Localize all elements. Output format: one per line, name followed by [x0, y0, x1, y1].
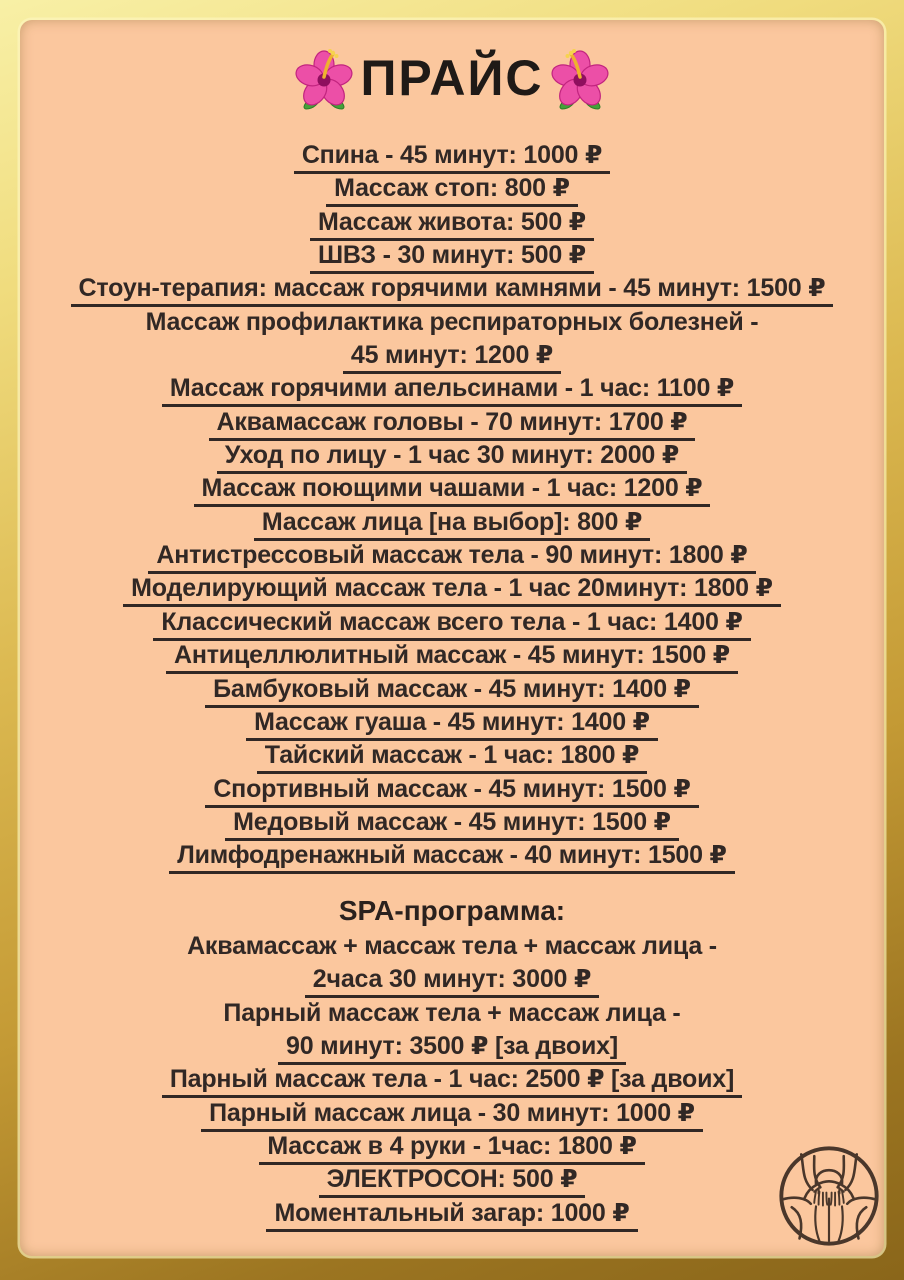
price-line — [20, 775, 884, 808]
price-line — [20, 174, 884, 207]
price-line — [20, 274, 884, 307]
massage-back-logo-icon — [777, 1144, 881, 1248]
price-line — [20, 308, 884, 341]
price-line-text: Массаж живота: 500 ₽ — [310, 208, 594, 241]
price-line — [20, 441, 884, 474]
price-line-text: Бамбуковый массаж - 45 минут: 1400 ₽ — [205, 675, 699, 708]
price-line-text: ШВЗ - 30 минут: 500 ₽ — [310, 241, 594, 274]
price-line — [20, 241, 884, 274]
price-line-text: Классический массаж всего тела - 1 час: 1400 ₽ — [153, 608, 750, 641]
price-line-text: Спина - 45 минут: 1000 ₽ — [294, 141, 610, 174]
price-line-text: 2часа 30 минут: 3000 ₽ — [305, 965, 599, 998]
spa-section-title: SPA-программа: — [338, 895, 566, 926]
price-line — [20, 1132, 884, 1165]
price-line — [20, 1099, 884, 1132]
price-line — [20, 641, 884, 674]
price-line-text: ЭЛЕКТРОСОН: 500 ₽ — [319, 1165, 586, 1198]
price-line-text: Моментальный загар: 1000 ₽ — [266, 1199, 637, 1232]
hibiscus-flower-icon — [292, 46, 356, 110]
price-line-text: Массаж в 4 руки - 1час: 1800 ₽ — [259, 1132, 644, 1165]
price-line-text: Моделирующий массаж тела - 1 час 20минут: 1800 ₽ — [123, 574, 781, 607]
price-line-text: 45 минут: 1200 ₽ — [343, 341, 561, 374]
price-line — [20, 508, 884, 541]
price-line-text: Стоун-терапия: массаж горячими камнями - 45 минут: 1500 ₽ — [71, 274, 834, 307]
price-line — [20, 474, 884, 507]
price-line — [20, 841, 884, 874]
price-line-text: Антицеллюлитный массаж - 45 минут: 1500 ₽ — [166, 641, 738, 674]
price-line — [20, 374, 884, 407]
price-line-text: Массаж поющими чашами - 1 час: 1200 ₽ — [194, 474, 711, 507]
price-line — [20, 1165, 884, 1198]
price-line-text: Массаж лица [на выбор]: 800 ₽ — [254, 508, 650, 541]
price-line-text: Лимфодренажный массаж - 40 минут: 1500 ₽ — [169, 841, 735, 874]
price-line-text: Массаж профилактика респираторных болезней - — [145, 307, 759, 336]
price-line-text: Медовый массаж - 45 минут: 1500 ₽ — [225, 808, 679, 841]
price-line-text: Тайский массаж - 1 час: 1800 ₽ — [257, 741, 647, 774]
price-line — [20, 675, 884, 708]
price-line — [20, 141, 884, 174]
price-line-text: Парный массаж тела + массаж лица - — [223, 998, 681, 1027]
price-poster — [20, 20, 884, 1256]
price-line — [20, 999, 884, 1032]
price-line — [20, 341, 884, 374]
price-line — [20, 208, 884, 241]
price-line — [20, 965, 884, 998]
price-line — [20, 808, 884, 841]
price-line-text: Массаж горячими апельсинами - 1 час: 1100 ₽ — [162, 374, 742, 407]
price-line — [20, 408, 884, 441]
price-line-text: 90 минут: 3500 ₽ [за двоих] — [278, 1032, 626, 1065]
price-line — [20, 1199, 884, 1232]
price-line — [20, 741, 884, 774]
price-line-text: Спортивный массаж - 45 минут: 1500 ₽ — [205, 775, 698, 808]
poster-title-row — [20, 42, 884, 114]
price-line-text: Массаж стоп: 800 ₽ — [326, 174, 578, 207]
spa-price-list — [20, 932, 884, 1232]
price-line — [20, 1065, 884, 1098]
price-line-text: Парный массаж лица - 30 минут: 1000 ₽ — [201, 1099, 703, 1132]
price-line — [20, 932, 884, 965]
price-line-text: Уход по лицу - 1 час 30 минут: 2000 ₽ — [217, 441, 687, 474]
hibiscus-flower-icon — [548, 46, 612, 110]
price-list — [20, 141, 884, 875]
price-line-text: Аквамассаж головы - 70 минут: 1700 ₽ — [209, 408, 696, 441]
price-line — [20, 541, 884, 574]
price-line-text: Антистрессовый массаж тела - 90 минут: 1800 ₽ — [148, 541, 755, 574]
page-title: ПРАЙС — [360, 50, 544, 106]
price-line — [20, 608, 884, 641]
price-line — [20, 574, 884, 607]
price-line-text: Аквамассаж + массаж тела + массаж лица - — [187, 932, 717, 960]
price-line-text: Парный массаж тела - 1 час: 2500 ₽ [за двоих] — [162, 1065, 742, 1098]
price-line — [20, 708, 884, 741]
price-line — [20, 1032, 884, 1065]
price-line-text: Массаж гуаша - 45 минут: 1400 ₽ — [246, 708, 658, 741]
